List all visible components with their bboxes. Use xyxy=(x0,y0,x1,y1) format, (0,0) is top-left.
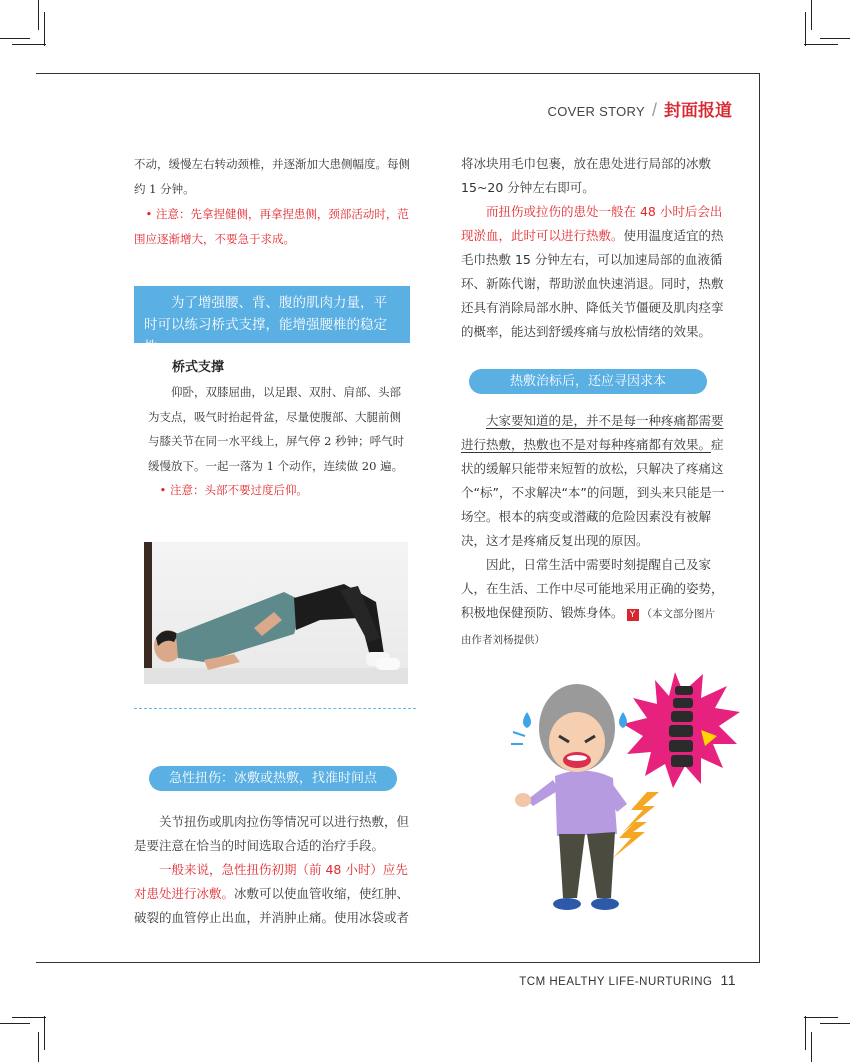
image-credit: （本文部分图片由作者刘杨提供） xyxy=(461,608,716,646)
crop-mark xyxy=(820,38,850,39)
footer-title: TCM HEALTHY LIFE-NURTURING xyxy=(519,976,713,988)
crop-mark xyxy=(0,38,30,39)
crop-mark xyxy=(38,0,39,30)
body-text: 冰敷可以使血管收缩，使红肿、破裂的血管停止出血，并消肿止痛。使用冰袋或者 xyxy=(134,886,410,925)
dashed-divider xyxy=(134,708,416,709)
right-rule xyxy=(759,73,760,963)
running-header xyxy=(548,96,732,121)
crop-mark xyxy=(811,1032,812,1062)
paragraph xyxy=(461,553,725,652)
section-heading-pill xyxy=(149,766,397,791)
bridge-exercise xyxy=(148,356,410,503)
crop-mark xyxy=(804,1017,838,1018)
crop-mark xyxy=(44,1016,45,1050)
header-separator: / xyxy=(651,100,657,120)
body-text: 症状的缓解只能带来短暂的放松，只解决了疼痛这个“标”，不求解决“本”的问题，到头来只能是一场空。根本的病变或潜藏的危险因素没有被解决，这才是疼痛反复出现的原因。 xyxy=(461,437,725,548)
crop-mark xyxy=(38,1032,39,1062)
right-top-text xyxy=(461,152,725,344)
crop-mark xyxy=(805,1016,806,1050)
header-cover-story: COVER STORY xyxy=(547,104,645,119)
bottom-rule xyxy=(36,962,760,963)
note-paragraph: • 注意：先拿捏健侧，再拿捏患侧，颈部活动时，范围应逐渐增大，不要急于求成。 xyxy=(134,207,409,246)
back-pain-illustration xyxy=(505,672,740,917)
callout-box xyxy=(134,286,410,355)
page-number: 11 xyxy=(720,972,736,988)
highlight-text: 而扭伤或拉伤的患处一般在 48 小时后会出现淤血，此时可以进行热敷。 xyxy=(461,204,723,243)
crop-mark xyxy=(811,0,812,30)
exercise-title: 桥式支撑 xyxy=(172,360,225,375)
body-text: 使用温度适宜的热毛巾热敷 15 分钟左右，可以加速局部的血液循环、新陈代谢，帮助淤血快速消退。同时，热敷还具有消除局部水肿、降低关节僵硬及肌肉痉挛的概率，能达到舒缓疼痛与放松情绪的效果。 xyxy=(461,228,724,339)
highlight-text: 一般来说，急性扭伤初期（前 48 小时）应先对患处进行冰敷。 xyxy=(134,862,408,901)
crop-mark xyxy=(0,1023,30,1024)
crop-mark xyxy=(805,12,806,46)
crop-mark xyxy=(44,12,45,46)
paragraph xyxy=(134,858,418,930)
section-heading: 热敷治标后，还应寻因求本 xyxy=(509,374,666,389)
exercise-text: 仰卧，双膝屈曲，以足跟、双肘、肩部、头部为支点，吸气时抬起骨盆，尽量使腹部、大腿前侧与膝关节在同一水平线上，屏气停 2 秒钟；呼气时缓慢放下。一起一落为 1 个动作，连续做 20 遍。 xyxy=(148,385,405,473)
note-paragraph: • 注意：头部不要过度后仰。 xyxy=(159,483,308,497)
right-body-text xyxy=(461,409,725,652)
page-footer xyxy=(519,972,736,988)
paragraph xyxy=(461,200,725,344)
callout-text: 为了增强腰、背、腹的肌肉力量，平时可以练习桥式支撑，能增强腰椎的稳定性。 xyxy=(144,295,387,355)
crop-mark xyxy=(820,1023,850,1024)
end-mark-icon: Y xyxy=(627,609,639,621)
paragraph xyxy=(461,409,725,553)
left-body-text xyxy=(134,810,418,930)
section-heading-pill xyxy=(469,369,707,394)
body-text: 因此，日常生活中需要时刻提醒自己及家人，在生活、工作中尽可能地采用正确的姿势，积极地保健预防、锻炼身体。 xyxy=(461,557,724,620)
left-intro-text xyxy=(134,152,414,251)
crop-mark xyxy=(12,44,46,45)
crop-mark xyxy=(12,1017,46,1018)
paragraph: 关节扭伤或肌肉拉伤等情况可以进行热敷，但是要注意在恰当的时间选取合适的治疗手段。 xyxy=(134,814,410,853)
header-section-title: 封面报道 xyxy=(664,101,732,121)
paragraph: 不动，缓慢左右转动颈椎，并逐渐加大患侧幅度。每侧约 1 分钟。 xyxy=(134,157,410,196)
top-rule xyxy=(36,73,760,74)
crop-mark xyxy=(804,44,838,45)
underlined-text: 大家要知道的是，并不是每一种疼痛都需要进行热敷，热敷也不是对每种疼痛都有效果。 xyxy=(461,413,724,452)
bridge-pose-photo xyxy=(144,542,408,684)
section-heading: 急性扭伤：冰敷或热敷，找准时间点 xyxy=(168,771,377,786)
paragraph: 将冰块用毛巾包裹，放在患处进行局部的冰敷 15~20 分钟左右即可。 xyxy=(461,156,712,195)
